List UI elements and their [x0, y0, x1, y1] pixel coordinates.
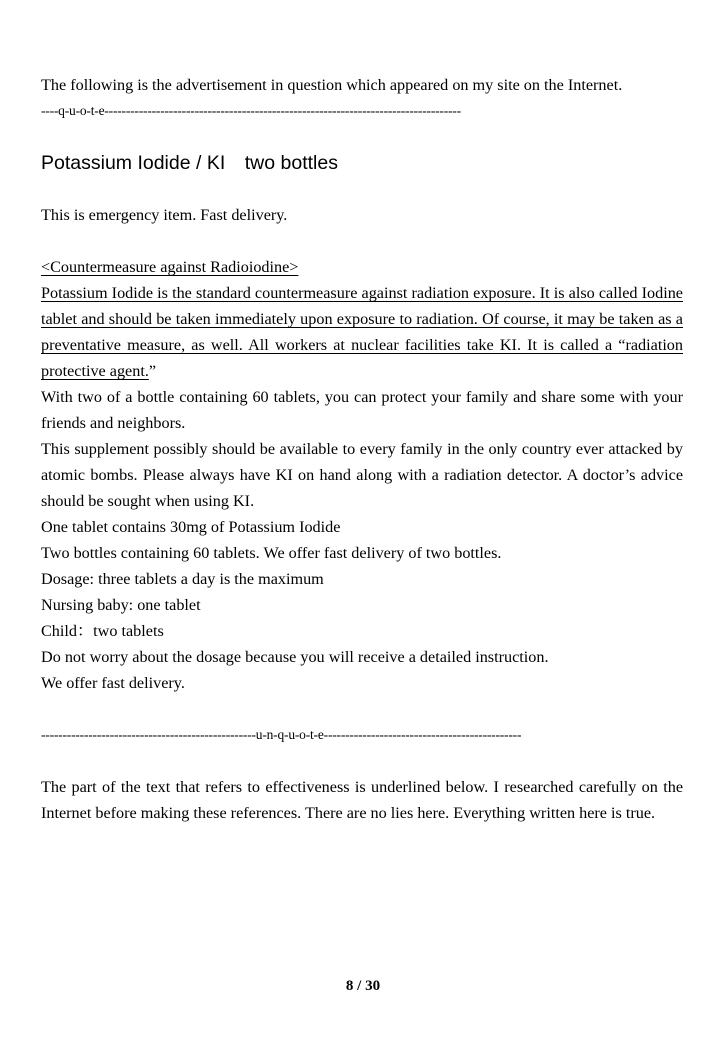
dosage-line: Dosage: three tablets a day is the maximum: [41, 570, 324, 588]
document-body: [41, 72, 683, 826]
spacer: [41, 696, 683, 722]
contains-line: One tablet contains 30mg of Potassium Iodide: [41, 518, 341, 536]
child-line: Child：two tablets: [41, 622, 164, 640]
nursing-line: Nursing baby: one tablet: [41, 596, 201, 614]
closing-paragraph: The part of the text that refers to effectiveness is underlined below. I researched carefully on the Internet before making these references. There are no lies here. Everything written here is true.: [41, 778, 683, 822]
page-number: 8 / 30: [345, 978, 381, 994]
bottles-paragraph: With two of a bottle containing 60 tablets, you can protect your family and share some with your friends and neighbors.: [41, 388, 683, 432]
supplement-paragraph: This supplement possibly should be available to every family in the only country ever attacked by atomic bombs. Please always have KI on hand along with a radiation detector. A doctor’s advice should be sought when using KI.: [41, 440, 683, 510]
closing-quote: ”: [148, 362, 157, 380]
two-bottles-line: Two bottles containing 60 tablets. We offer fast delivery of two bottles.: [41, 544, 502, 562]
product-heading: Potassium Iodide / KI two bottles: [41, 152, 338, 174]
intro-paragraph: The following is the advertisement in question which appeared on my site on the Internet.: [41, 76, 623, 94]
effectiveness-paragraph: [41, 280, 683, 384]
underlined-effectiveness-text: Potassium Iodide is the standard countermeasure against radiation exposure. It is also called Iodine tablet and should be taken immediately upon exposure to radiation. Of course, it may be taken as a preventative measure, as well. All workers at nuclear facilities take KI. It is called a “radiation protective agent.: [41, 284, 683, 380]
spacer: [41, 748, 683, 774]
spacer: [41, 228, 683, 254]
quote-rule: ----q-u-o-t-e-----------------------------------------------------------------------------------: [41, 103, 461, 118]
unquote-rule: --------------------------------------------------u-n-q-u-o-t-e----------------------------------------------: [41, 727, 522, 742]
fast-delivery-line: We offer fast delivery.: [41, 674, 185, 692]
worry-line: Do not worry about the dosage because you will receive a detailed instruction.: [41, 648, 549, 666]
underlined-title: <Countermeasure against Radioiodine>: [41, 258, 299, 276]
countermeasure-title: [41, 254, 683, 280]
emergency-line: This is emergency item. Fast delivery.: [41, 206, 288, 224]
spacer: [41, 176, 683, 202]
spacer: [41, 124, 683, 150]
